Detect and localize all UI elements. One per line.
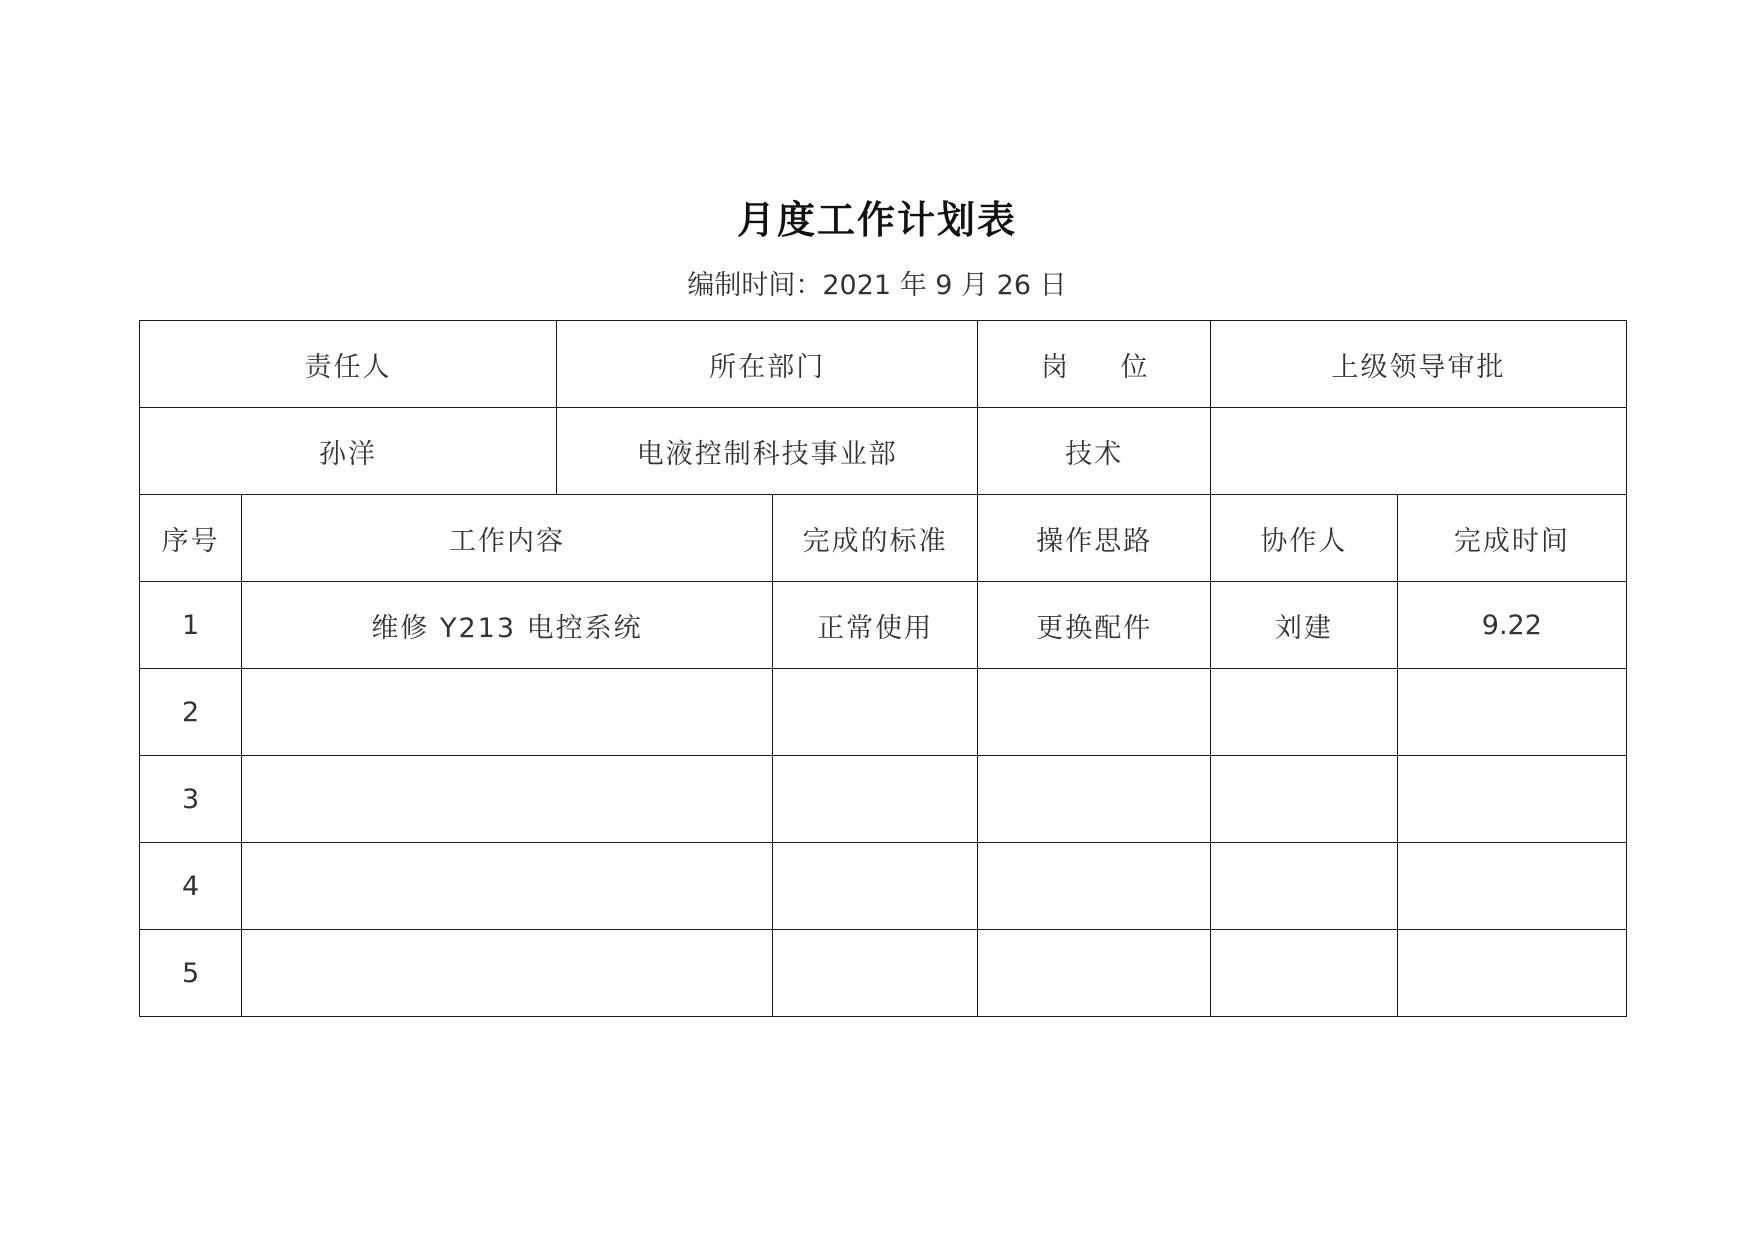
task-completion-time [1397, 930, 1626, 1017]
task-index: 5 [140, 930, 242, 1017]
task-content [242, 669, 773, 756]
value-approval [1211, 408, 1627, 495]
task-content [242, 930, 773, 1017]
task-approach [978, 669, 1211, 756]
task-row [140, 843, 1627, 930]
info-header-row [140, 321, 1627, 408]
task-collaborator [1211, 756, 1398, 843]
compile-date-year: 2021 [822, 270, 892, 301]
task-standard [772, 843, 978, 930]
value-position: 技术 [978, 408, 1211, 495]
task-row [140, 930, 1627, 1017]
task-row [140, 669, 1627, 756]
compile-date-day: 26 [996, 270, 1032, 301]
task-header-row [140, 495, 1627, 582]
compile-date-day-unit: 日 [1039, 270, 1067, 301]
work-plan-table [139, 320, 1627, 1017]
task-content: 维修 Y213 电控系统 [242, 582, 773, 669]
task-completion-time [1397, 843, 1626, 930]
header-responsible: 责任人 [140, 321, 557, 408]
header-collaborator: 协作人 [1211, 495, 1398, 582]
value-department: 电液控制科技事业部 [556, 408, 977, 495]
compile-date-month-unit: 月 [961, 270, 989, 301]
task-completion-time [1397, 756, 1626, 843]
header-approval: 上级领导审批 [1211, 321, 1627, 408]
task-collaborator [1211, 930, 1398, 1017]
task-row [140, 756, 1627, 843]
task-standard [772, 756, 978, 843]
compile-date [0, 268, 1754, 304]
compile-date-label: 编制时间： [687, 270, 823, 301]
task-collaborator: 刘建 [1211, 582, 1398, 669]
task-index: 1 [140, 582, 242, 669]
document-title: 月度工作计划表 [736, 197, 1017, 242]
task-standard [772, 930, 978, 1017]
task-collaborator [1211, 843, 1398, 930]
info-value-row [140, 408, 1627, 495]
task-collaborator [1211, 669, 1398, 756]
header-department: 所在部门 [556, 321, 977, 408]
header-completion-time: 完成时间 [1397, 495, 1626, 582]
header-position-label: 岗 位 [1040, 351, 1170, 383]
task-approach [978, 843, 1211, 930]
header-standard: 完成的标准 [772, 495, 978, 582]
header-approach: 操作思路 [978, 495, 1211, 582]
header-position [978, 321, 1211, 408]
compile-date-year-unit: 年 [899, 270, 927, 301]
task-completion-time [1397, 669, 1626, 756]
task-approach [978, 930, 1211, 1017]
task-standard [772, 669, 978, 756]
task-index: 4 [140, 843, 242, 930]
task-content [242, 756, 773, 843]
compile-date-month: 9 [935, 270, 953, 301]
task-approach: 更换配件 [978, 582, 1211, 669]
value-responsible: 孙洋 [140, 408, 557, 495]
task-completion-time: 9.22 [1397, 582, 1626, 669]
header-content: 工作内容 [242, 495, 773, 582]
task-content [242, 843, 773, 930]
task-approach [978, 756, 1211, 843]
task-row [140, 582, 1627, 669]
task-index: 2 [140, 669, 242, 756]
task-index: 3 [140, 756, 242, 843]
header-index: 序号 [140, 495, 242, 582]
task-standard: 正常使用 [772, 582, 978, 669]
